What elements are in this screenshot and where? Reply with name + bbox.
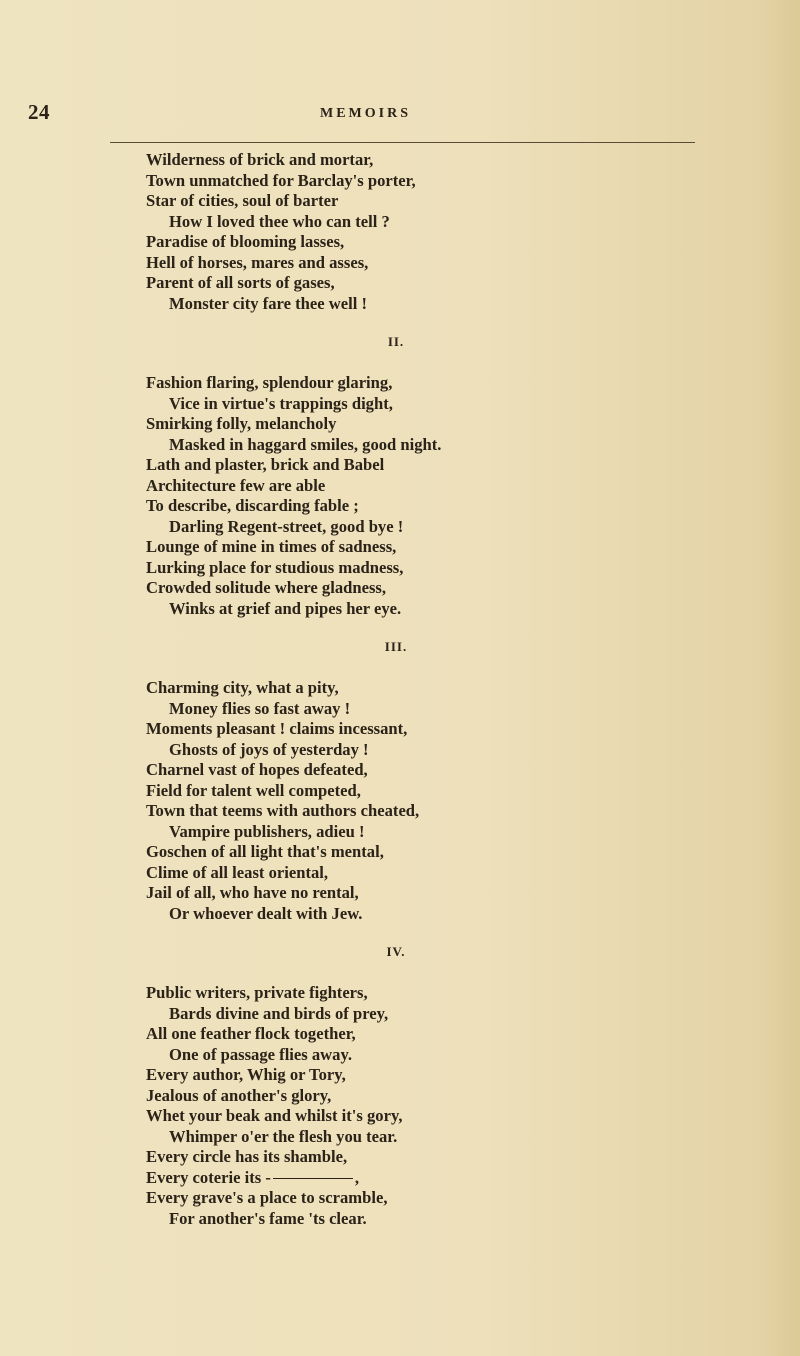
verse-line: Moments pleasant ! claims incessant, — [146, 719, 408, 738]
verse-line: Winks at grief and pipes her eye. — [169, 598, 402, 618]
verse-line: To describe, discarding fable ; — [146, 496, 359, 515]
verse-text: Every coterie its - — [146, 1167, 271, 1187]
verse-line: Darling Regent-street, good bye ! — [169, 516, 404, 536]
verse-line: Architecture few are able — [146, 475, 326, 495]
verse-line: Every circle has its shamble, — [146, 1147, 348, 1166]
running-head: MEMOIRS — [320, 106, 411, 121]
verse-line: Hell of horses, mares and asses, — [146, 252, 369, 272]
verse-punctuation: , — [354, 1167, 360, 1187]
verse-line: Every author, Whig or Tory, — [146, 1065, 346, 1084]
verse-line — [146, 1168, 706, 1189]
header-rule — [110, 142, 695, 143]
verse-line: Bards divine and birds of prey, — [169, 1003, 389, 1023]
elided-word-dash — [273, 1178, 353, 1179]
verse-line: Whimper o'er the flesh you tear. — [169, 1126, 398, 1146]
verse-line: Parent of all sorts of gases, — [146, 273, 335, 292]
verse-line: Jail of all, who have no rental, — [146, 883, 359, 902]
verse-line: Lounge of mine in times of sadness, — [146, 537, 397, 556]
verse-line: For another's fame 'ts clear. — [169, 1208, 367, 1228]
verse-line: Jealous of another's glory, — [146, 1085, 332, 1105]
verse-line: Charnel vast of hopes defeated, — [146, 760, 368, 779]
verse-line: Charming city, what a pity, — [146, 678, 339, 697]
verse-line: Public writers, private fighters, — [146, 983, 368, 1002]
verse-line: Vice in virtue's trappings dight, — [169, 393, 393, 413]
verse-line: Vampire publishers, adieu ! — [169, 821, 365, 841]
poem-body — [146, 150, 706, 1229]
verse-line: Lath and plaster, brick and Babel — [146, 455, 385, 474]
verse-line: Masked in haggard smiles, good night. — [169, 434, 442, 454]
verse-line: Lurking place for studious madness, — [146, 557, 404, 577]
verse-line: Star of cities, soul of barter — [146, 191, 339, 210]
page-number: 24 — [28, 100, 50, 124]
verse-line: Goschen of all light that's mental, — [146, 842, 384, 861]
verse-line: Whet your beak and whilst it's gory, — [146, 1106, 403, 1125]
verse-line: Every grave's a place to scramble, — [146, 1188, 388, 1207]
verse-line: Wilderness of brick and mortar, — [146, 150, 374, 169]
verse-line: All one feather flock together, — [146, 1024, 356, 1043]
verse-line: Field for talent well competed, — [146, 780, 361, 800]
verse-line: Town that teems with authors cheated, — [146, 801, 420, 820]
stanza-numeral: IV. — [386, 944, 406, 959]
verse-line: Monster city fare thee well ! — [169, 293, 367, 313]
verse-line: Or whoever dealt with Jew. — [169, 903, 363, 923]
verse-line: Ghosts of joys of yesterday ! — [169, 739, 369, 759]
verse-line: How I loved thee who can tell ? — [169, 211, 390, 231]
verse-line: Town unmatched for Barclay's porter, — [146, 170, 416, 190]
verse-line: Smirking folly, melancholy — [146, 414, 337, 433]
verse-line: Clime of all least oriental, — [146, 862, 329, 882]
verse-line: Paradise of blooming lasses, — [146, 232, 345, 251]
stanza-numeral: II. — [387, 334, 405, 349]
stanza — [146, 983, 706, 1229]
stanza — [146, 678, 706, 924]
stanza — [146, 150, 706, 314]
verse-line: One of passage flies away. — [169, 1044, 352, 1064]
verse-line: Money flies so fast away ! — [169, 698, 351, 718]
verse-line: Crowded solitude where gladness, — [146, 578, 387, 597]
stanza — [146, 373, 706, 619]
stanza-numeral: III. — [384, 639, 408, 654]
verse-line: Fashion flaring, splendour glaring, — [146, 373, 393, 392]
